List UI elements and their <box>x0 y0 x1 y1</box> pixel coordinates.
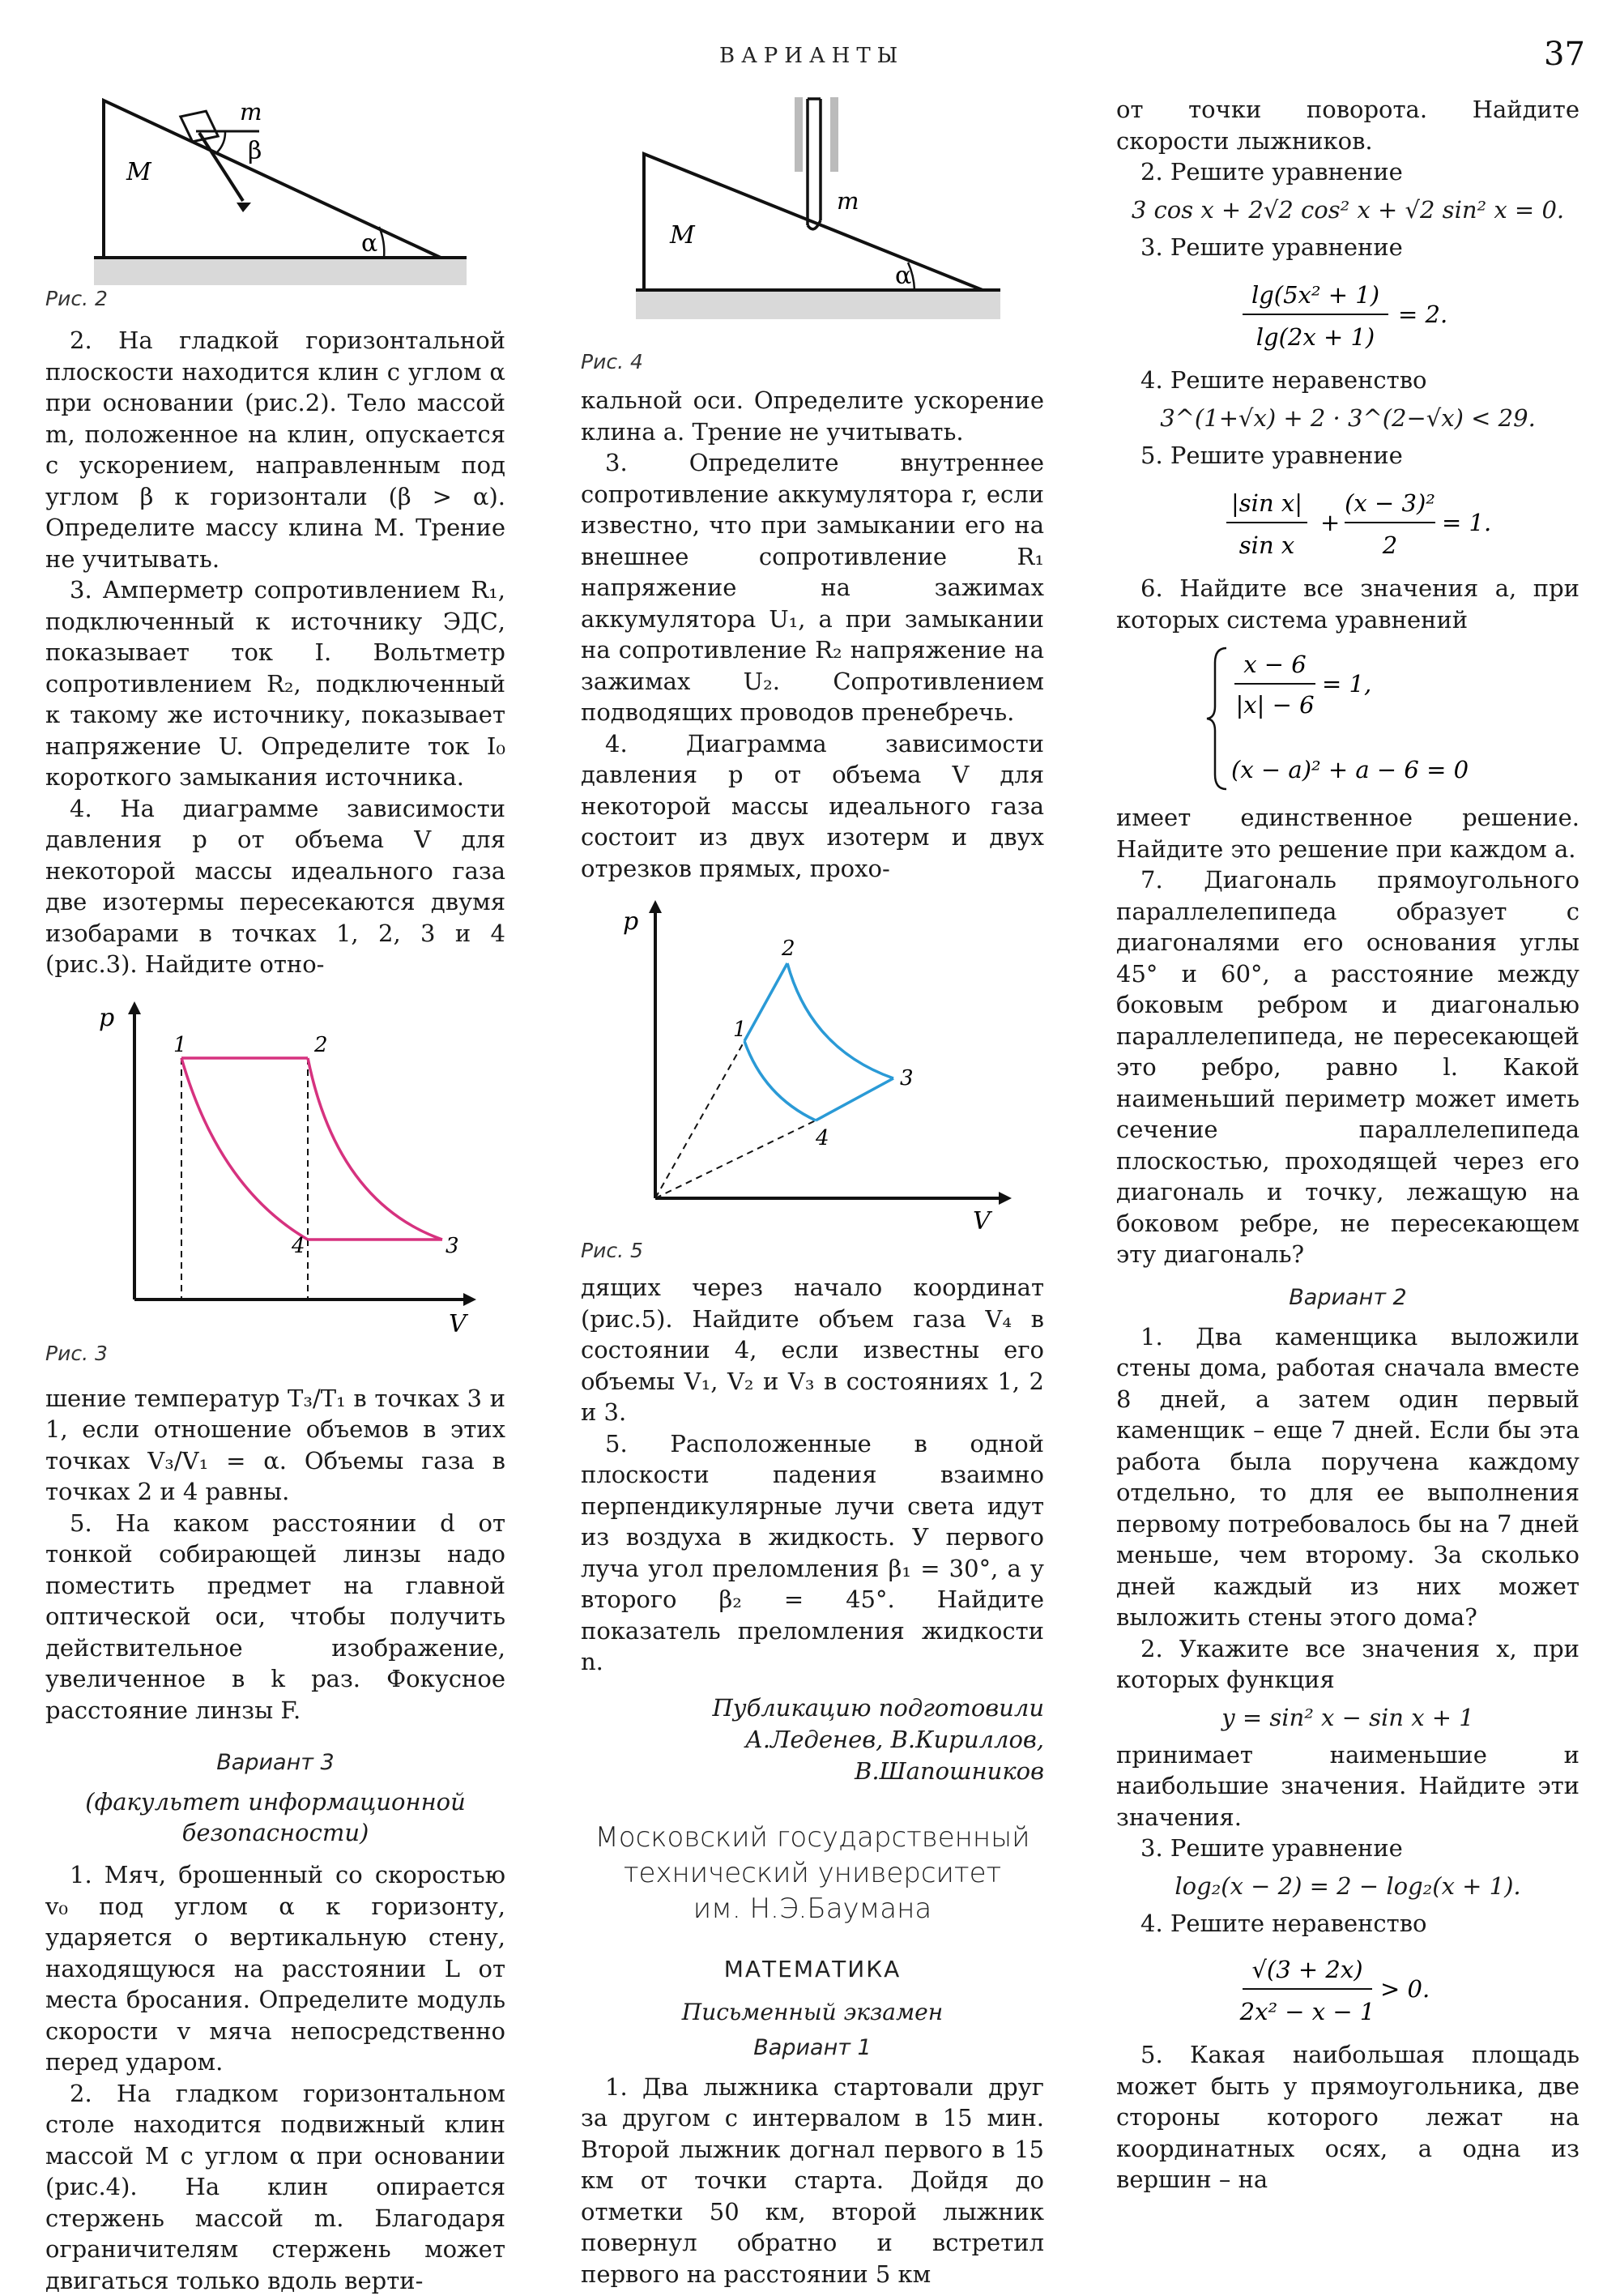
label-beta: β <box>248 137 262 165</box>
fraction-denominator: 2 <box>1382 531 1397 559</box>
figure-5 <box>581 897 1044 1262</box>
formula-3 <box>1116 271 1580 356</box>
v2-formula-4 <box>1116 1947 1580 2031</box>
fraction-denominator: lg(2x + 1) <box>1256 323 1375 351</box>
figure-caption: Рис. 4 <box>581 350 1044 373</box>
pv-diagram-lines <box>581 897 1044 1237</box>
v2-problem-1: 1. Два каменщика выложили стены дома, работая сначала вместе 8 дней, а затем один первый каменщик – еще 7 дней. Если бы эта работа была поручена каждому отдельно, то для ее выполнения первому потребовалось бы на 7 дней меньше, чем второму. За сколько дней каждый из них может выложить стены этого дома? <box>1116 1321 1580 1633</box>
variant-2-heading: Вариант 2 <box>1116 1285 1580 1310</box>
figure-2 <box>45 81 505 310</box>
running-title: ВАРИАНТЫ <box>719 44 904 68</box>
equation-2: (x − a)² + a − 6 = 0 <box>1231 756 1469 783</box>
fraction-denominator: 2x² − x − 1 <box>1239 1998 1375 2025</box>
formula-2: 3 cos x + 2√2 cos² x + √2 sin² x = 0. <box>1116 196 1580 224</box>
variant-3-subheading: (факультет информационной безопасности) <box>45 1786 505 1848</box>
point-1: 1 <box>173 1033 187 1057</box>
v3-problem-2: 2. На гладком горизонтальном столе находится подвижный клин массой M с углом α при основании (рис.4). На клин опирается стержень массой m. Благодаря ограничителям стержень может двигаться только вдоль верти- <box>45 2078 505 2296</box>
problem-2: 2. На гладкой горизонтальной плоскости находится клин с углом α при основании (рис.2). Тело массой m, положенное на клин, опускается с ускорением, направленным под углом β к горизонтали (β > α). Определите массу клина M. Трение не учитывать. <box>45 325 505 574</box>
fraction-numerator: x − 6 <box>1243 651 1307 678</box>
ground <box>94 258 467 285</box>
point-3: 3 <box>446 1234 459 1258</box>
subject-heading: МАТЕМАТИКА <box>581 1956 1044 1982</box>
point-3: 3 <box>900 1066 914 1090</box>
fraction-denominator: sin x <box>1239 531 1294 559</box>
equation-rhs: = 1, <box>1322 670 1371 698</box>
axis-p: p <box>623 907 638 936</box>
label-m: m <box>240 98 262 126</box>
point-4: 4 <box>815 1126 829 1150</box>
column-right <box>1116 94 1580 2196</box>
variant-1-heading: Вариант 1 <box>581 2035 1044 2060</box>
page-header <box>0 39 1620 79</box>
column-middle <box>581 81 1044 2290</box>
fraction-denominator: |x| − 6 <box>1235 691 1314 719</box>
label-M: M <box>126 158 152 186</box>
v2-problem-5: 5. Какая наибольшая площадь может быть у прямоугольника, две стороны которого лежат на координатных осях, а одна из вершин – на <box>1116 2039 1580 2196</box>
page-number: 37 <box>1544 36 1585 73</box>
variant-3-heading: Вариант 3 <box>45 1750 505 1775</box>
label-M: M <box>669 221 696 250</box>
problem-2-cont: кальной оси. Определите ускорение клина a. Трение не учитывать. <box>581 385 1044 447</box>
institution-line: Московский государственный <box>581 1820 1044 1855</box>
v1-problem-2: 2. Решите уравнение <box>1116 156 1580 188</box>
accel-arrow <box>199 133 243 201</box>
fraction-rhs: = 2. <box>1398 301 1447 328</box>
signature-line: В.Шапошников <box>581 1756 1044 1787</box>
v2-problem-2: 2. Укажите все значения x, при которых функция <box>1116 1633 1580 1696</box>
figure-caption: Рис. 3 <box>45 1342 505 1365</box>
problem-5: 5. На каком расстоянии d от тонкой собирающей линзы надо поместить предмет на главной оптической оси, чтобы получить действительное изображение, увеличенное в k раз. Фокусное расстояние линзы F. <box>45 1508 505 1726</box>
wedge <box>104 100 441 258</box>
figure-4 <box>581 81 1044 373</box>
label-alpha: α <box>895 262 911 290</box>
formula-6 <box>1116 643 1580 794</box>
problem-4-cont: дящих через начало координат (рис.5). Найдите объем газа V₄ в состоянии 4, если известны его объемы V₁, V₂ и V₃ в состояниях 1, 2 и 3. <box>581 1272 1044 1428</box>
cycle-curve <box>744 963 893 1120</box>
v1-problem-6: 6. Найдите все значения a, при которых система уравнений <box>1116 573 1580 635</box>
v1-problem-7: 7. Диагональ прямоугольного параллелепипеда образует с диагоналями его основания углы 45° и 60°, а расстояние между боковым ребром и диагональю параллелепипеда, не пересекающей это ребро, равно l. Какой наименьший периметр может иметь сечение параллелепипеда плоскостью, проходящей через его диагональ и точку, лежащую на боковом ребре, не пересекающем эту диагональ? <box>1116 864 1580 1270</box>
v1-problem-3: 3. Решите уравнение <box>1116 232 1580 263</box>
problem-4-cont: шение температур T₃/T₁ в точках 3 и 1, если отношение объемов в этих точках V₃/V₁ = α. Объемы газа в точках 2 и 4 равны. <box>45 1383 505 1508</box>
problem-4: 4. На диаграмме зависимости давления p от объема V для некоторой массы идеального газа две изотермы пересекаются двумя изобарами в точках 1, 2, 3 и 4 (рис.3). Найдите отно- <box>45 793 505 980</box>
label-alpha: α <box>361 229 377 258</box>
v1-problem-6-cont: имеет единственное решение. Найдите это решение при каждом a. <box>1116 802 1580 864</box>
problem-5: 5. Расположенные в одной плоскости падения взаимно перпендикулярные лучи света идут из воздуха в жидкость. У первого луча угол преломления β₁ = 30°, а у второго β₂ = 45°. Найдите показатель преломления жидкости n. <box>581 1428 1044 1678</box>
figure-caption: Рис. 5 <box>581 1239 1044 1262</box>
problem-3: 3. Амперметр сопротивлением R₁, подключенный к источнику ЭДС, показывает ток I. Вольтметр сопротивлением R₂, подключенный к такому же источнику, показывает напряжение U. Определите ток I₀ короткого замыкания источника. <box>45 574 505 793</box>
formula-4: 3^(1+√x) + 2 · 3^(2−√x) < 29. <box>1116 404 1580 432</box>
v3-problem-1: 1. Мяч, брошенный со скоростью v₀ под углом α к горизонту, ударяется о вертикальную стену, находящуюся на расстоянии L от места бросания. Определите модуль скорости v мяча непосредственно перед ударом. <box>45 1859 505 2078</box>
v2-formula-2: y = sin² x − sin x + 1 <box>1116 1704 1580 1731</box>
institution-line: технический университет <box>581 1855 1044 1891</box>
rod-wedge-diagram <box>581 81 1044 348</box>
label-m: m <box>837 187 859 215</box>
cycle-curve <box>181 1058 442 1240</box>
v1-problem-1-cont: от точки поворота. Найдите скорости лыжников. <box>1116 94 1580 156</box>
institution-line: им. Н.Э.Баумана <box>581 1891 1044 1927</box>
svg-text:+: + <box>1320 509 1340 536</box>
v2-problem-2-cont: принимает наименьшие и наибольшие значения. Найдите эти значения. <box>1116 1739 1580 1833</box>
point-2: 2 <box>781 937 795 961</box>
point-4: 4 <box>291 1234 305 1258</box>
fraction-numerator: lg(5x² + 1) <box>1251 281 1379 309</box>
exam-heading: Письменный экзамен <box>581 1999 1044 2025</box>
column-left <box>45 81 505 2296</box>
fraction-rhs: = 1. <box>1442 509 1491 536</box>
fraction-numerator: |sin x| <box>1231 489 1302 517</box>
problem-3: 3. Определите внутреннее сопротивление аккумулятора r, если известно, что при замыкании его на внешнее сопротивление R₁ напряжение на зажимах аккумулятора U₁, а при замыкании на сопротивление R₂ напряжение на зажимах U₂. Сопротивлением подводящих проводов пренебречь. <box>581 447 1044 728</box>
problem-4: 4. Диаграмма зависимости давления p от объема V для некоторой массы идеального газа состоит из двух изотерм и двух отрезков прямых, прохо- <box>581 728 1044 885</box>
formula-5 <box>1116 479 1580 565</box>
signature <box>581 1692 1044 1787</box>
axis-v: V <box>973 1207 993 1235</box>
point-2: 2 <box>313 1033 328 1057</box>
v2-problem-4: 4. Решите неравенство <box>1116 1908 1580 1940</box>
signature-line: А.Леденев, В.Кириллов, <box>581 1724 1044 1756</box>
v1-problem-1: 1. Два лыжника стартовали друг за другом с интервалом в 15 мин. Второй лыжник догнал первого в 15 км от точки старта. Дойдя до отметки 50 км, второй лыжник повернул обратно и встретил первого на расстоянии 5 км <box>581 2072 1044 2290</box>
axis-p: p <box>99 1004 114 1032</box>
pv-diagram-isotherms <box>45 1000 505 1340</box>
institution-title <box>581 1820 1044 1927</box>
figure-3 <box>45 1000 505 1365</box>
v1-problem-5: 5. Решите уравнение <box>1116 440 1580 472</box>
point-1: 1 <box>733 1018 747 1042</box>
signature-line: Публикацию подготовили <box>581 1692 1044 1724</box>
v2-problem-3: 3. Решите уравнение <box>1116 1833 1580 1864</box>
v2-formula-3: log₂(x − 2) = 2 − log₂(x + 1). <box>1116 1872 1580 1900</box>
fraction-numerator: √(3 + 2x) <box>1251 1956 1362 1983</box>
axis-v: V <box>449 1310 469 1338</box>
wedge-diagram <box>45 81 505 285</box>
v1-problem-4: 4. Решите неравенство <box>1116 365 1580 396</box>
figure-caption: Рис. 2 <box>45 287 505 310</box>
fraction-rhs: > 0. <box>1380 1975 1430 2003</box>
fraction-numerator: (x − 3)² <box>1345 489 1435 517</box>
